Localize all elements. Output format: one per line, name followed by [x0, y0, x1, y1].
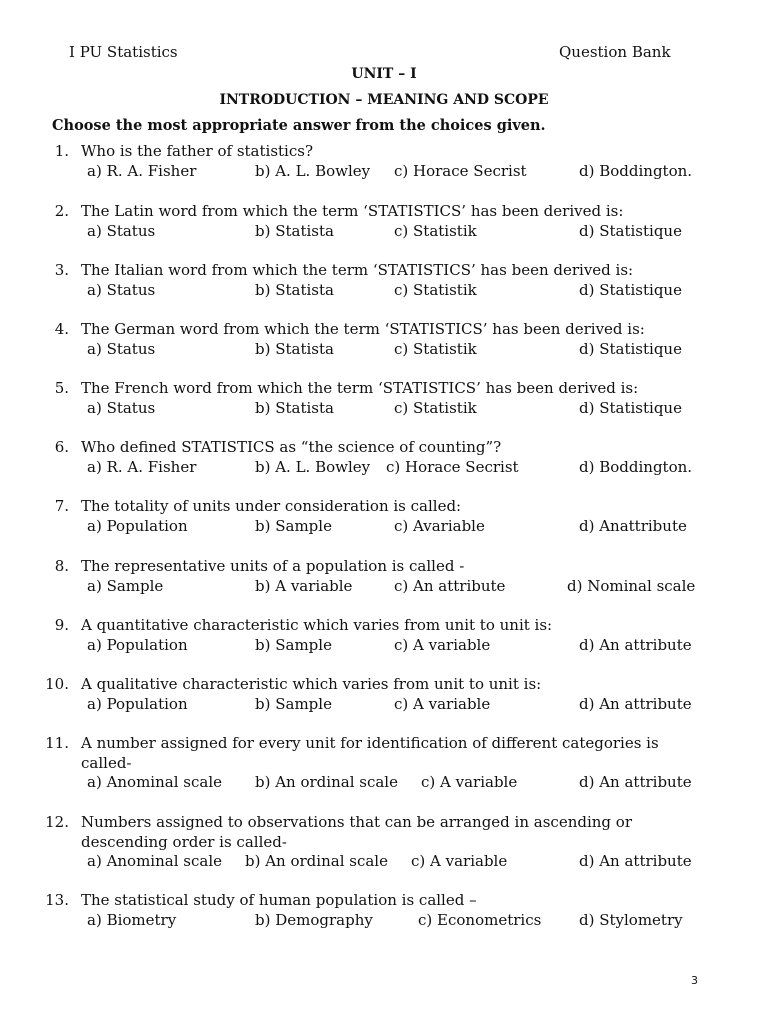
- question-text: descending order is called-: [81, 832, 287, 851]
- answer-option: d) An attribute: [579, 773, 692, 791]
- question-number: 4.: [54, 320, 69, 338]
- question-number: 13.: [45, 891, 69, 909]
- answer-option: b) Sample: [255, 635, 332, 654]
- answer-option: a) R. A. Fisher: [87, 161, 197, 180]
- answer-option: a) R. A. Fisher: [87, 457, 197, 476]
- question-number: 1.: [54, 142, 69, 160]
- answer-option: d) Statistique: [579, 280, 682, 299]
- answer-option: b) Demography: [255, 910, 373, 929]
- header-left: I PU Statistics: [69, 43, 178, 61]
- answer-option: b) A variable: [255, 576, 353, 595]
- answer-option: a) Status: [87, 339, 156, 358]
- answer-option: d) Boddington.: [579, 457, 693, 476]
- answer-option: a) Biometry: [87, 910, 177, 929]
- answer-option: d) An attribute: [579, 852, 692, 870]
- question-number: 7.: [54, 497, 69, 515]
- answer-option: c) Horace Secrist: [394, 161, 527, 180]
- answer-option: d) An attribute: [579, 635, 692, 654]
- answer-option: c) A variable: [411, 852, 508, 870]
- question-number: 6.: [54, 438, 69, 456]
- question-text: The representative units of a population is called -: [81, 557, 465, 575]
- answer-option: a) Anominal scale: [87, 773, 222, 791]
- question-text: The German word from which the term ‘STATISTICS’ has been derived is:: [81, 320, 645, 338]
- question-number: 3.: [54, 261, 69, 279]
- answer-option: c) A variable: [394, 635, 491, 654]
- page-number: 3: [691, 974, 698, 987]
- answer-option: b) An ordinal scale: [245, 852, 388, 870]
- question-number: 9.: [54, 616, 69, 634]
- question-text: The Italian word from which the term ‘STATISTICS’ has been derived is:: [81, 261, 634, 279]
- answer-option: b) Sample: [255, 694, 332, 713]
- answer-option: c) Econometrics: [418, 910, 542, 929]
- answer-option: b) Sample: [255, 516, 332, 535]
- answer-option: d) Nominal scale: [567, 576, 696, 595]
- answer-option: d) Statistique: [579, 339, 682, 358]
- question-text: The Latin word from which the term ‘STATISTICS’ has been derived is:: [81, 202, 624, 220]
- unit-title: UNIT – I: [351, 66, 417, 82]
- answer-option: a) Status: [87, 221, 156, 240]
- question-text: The totality of units under consideration is called:: [81, 497, 462, 515]
- question-text: called-: [81, 753, 132, 772]
- answer-option: a) Anominal scale: [87, 852, 222, 870]
- answer-option: a) Status: [87, 398, 156, 417]
- answer-option: b) An ordinal scale: [255, 773, 398, 791]
- answer-option: a) Status: [87, 280, 156, 299]
- answer-option: d) An attribute: [579, 694, 692, 713]
- question-text: A qualitative characteristic which varies from unit to unit is:: [81, 675, 542, 693]
- answer-option: b) Statista: [255, 398, 334, 417]
- answer-option: a) Population: [87, 516, 188, 535]
- answer-option: c) Statistik: [394, 280, 477, 299]
- answer-option: d) Statistique: [579, 398, 682, 417]
- question-text: The French word from which the term ‘STATISTICS’ has been derived is:: [81, 379, 639, 397]
- instruction: Choose the most appropriate answer from the choices given.: [52, 117, 546, 134]
- question-text: Who is the father of statistics?: [81, 142, 313, 160]
- answer-option: d) Stylometry: [579, 910, 683, 929]
- answer-option: c) Statistik: [394, 339, 477, 358]
- question-number: 8.: [54, 557, 69, 575]
- answer-option: a) Population: [87, 635, 188, 654]
- answer-option: b) Statista: [255, 280, 334, 299]
- answer-option: c) An attribute: [394, 576, 506, 595]
- question-number: 2.: [54, 202, 69, 220]
- answer-option: d) Boddington.: [579, 161, 693, 180]
- answer-option: c) Avariable: [394, 516, 485, 535]
- question-number: 5.: [54, 379, 69, 397]
- question-text: Numbers assigned to observations that can be arranged in ascending or: [81, 813, 632, 831]
- answer-option: c) A variable: [394, 694, 491, 713]
- answer-option: c) A variable: [421, 773, 518, 791]
- answer-option: c) Statistik: [394, 398, 477, 417]
- answer-option: d) Anattribute: [579, 516, 687, 535]
- question-text: Who defined STATISTICS as “the science of counting”?: [81, 438, 502, 456]
- answer-option: b) A. L. Bowley: [255, 457, 371, 476]
- question-number: 12.: [45, 813, 69, 831]
- question-text: A quantitative characteristic which varies from unit to unit is:: [81, 616, 553, 634]
- answer-option: a) Sample: [87, 576, 164, 595]
- section-title: INTRODUCTION – MEANING AND SCOPE: [219, 92, 549, 108]
- answer-option: c) Statistik: [394, 221, 477, 240]
- question-number: 11.: [45, 734, 69, 752]
- answer-option: b) A. L. Bowley: [255, 161, 371, 180]
- answer-option: c) Horace Secrist: [386, 457, 519, 476]
- answer-option: a) Population: [87, 694, 188, 713]
- header-right: Question Bank: [559, 43, 671, 61]
- answer-option: b) Statista: [255, 221, 334, 240]
- answer-option: d) Statistique: [579, 221, 682, 240]
- answer-option: b) Statista: [255, 339, 334, 358]
- question-text: A number assigned for every unit for identification of different categories is: [81, 734, 659, 752]
- question-text: The statistical study of human population is called –: [81, 891, 477, 909]
- question-number: 10.: [45, 675, 69, 693]
